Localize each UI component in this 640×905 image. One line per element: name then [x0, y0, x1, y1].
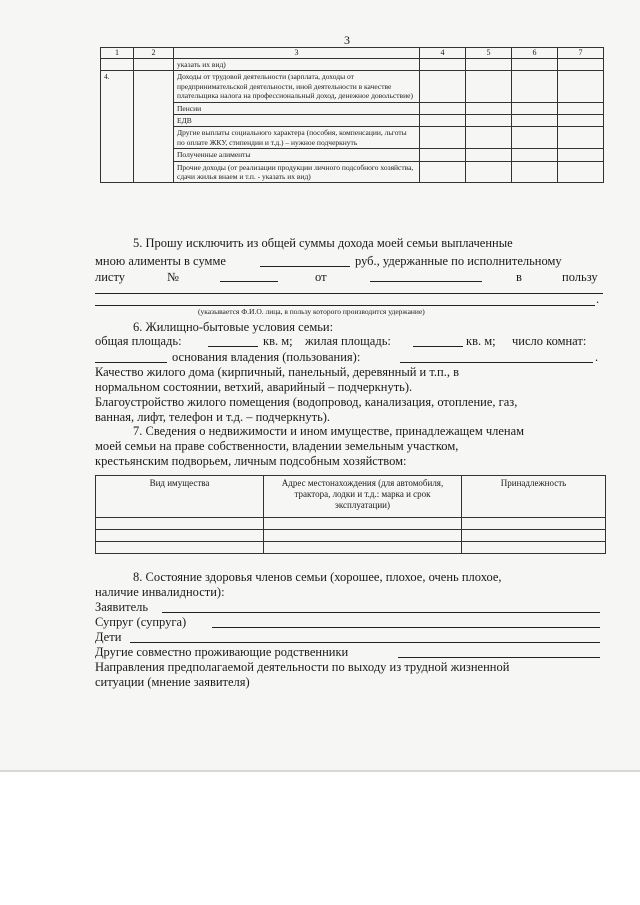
section5-line1: 5. Прошу исключить из общей суммы дохода моей семьи выплаченные — [133, 236, 513, 250]
section7-line1: 7. Сведения о недвижимости и ином имуществе, принадлежащем членам — [133, 424, 525, 438]
children-label: Дети — [95, 630, 122, 644]
total-area-unit: кв. м; — [263, 334, 293, 348]
table-cell: Пенсии — [174, 102, 420, 114]
table-cell: Доходы от трудовой деятельности (зарплата, доходы от предпринимательской деятельности, иной деятельности в качестве плательщика налога на профессиональный доход, денежное довольствие) — [174, 71, 420, 102]
table-row — [101, 161, 604, 183]
section5-number-sign: № — [167, 270, 179, 284]
section7-line3: крестьянским подворьем, личным подсобным хозяйством: — [95, 454, 407, 468]
table-cell: указать их вид) — [174, 59, 420, 71]
living-area-unit: кв. м; — [466, 334, 496, 348]
section5-in-label: в — [516, 270, 522, 284]
row-number: 4. — [101, 71, 134, 183]
income-table-header — [101, 48, 604, 59]
beneficiary-field-line2[interactable] — [95, 305, 595, 306]
property-table — [95, 475, 606, 554]
col-header: 4 — [420, 48, 466, 59]
alimony-amount-field[interactable] — [260, 266, 350, 267]
writ-number-field[interactable] — [220, 281, 278, 282]
col-header: 2 — [134, 48, 174, 59]
children-health-field[interactable] — [130, 642, 600, 643]
table-row — [101, 102, 604, 114]
section8-line2: наличие инвалидности): — [95, 585, 225, 599]
section7-line2: моей семьи на праве собственности, владении земельным участком, — [95, 439, 459, 453]
table-cell: ЕДВ — [174, 115, 420, 127]
ownership-basis-field[interactable] — [400, 362, 593, 363]
section5-from-label: от — [315, 270, 327, 284]
property-table-header — [96, 476, 606, 518]
relatives-label: Другие совместно проживающие родственники — [95, 645, 349, 659]
direction-line2: ситуации (мнение заявителя) — [95, 675, 250, 689]
total-area-label: общая площадь: — [95, 334, 182, 348]
col-header: 1 — [101, 48, 134, 59]
applicant-label: Заявитель — [95, 600, 149, 614]
col-header: 5 — [466, 48, 512, 59]
col-header: 6 — [512, 48, 558, 59]
spouse-health-field[interactable] — [212, 627, 600, 628]
section5-favor-label: пользу — [562, 270, 598, 284]
page-number: 3 — [344, 33, 350, 47]
applicant-health-field[interactable] — [162, 612, 600, 613]
table-row — [101, 71, 604, 102]
direction-line1: Направления предполагаемой деятельности по выходу из трудной жизненной — [95, 660, 510, 674]
table-row[interactable] — [96, 542, 606, 554]
rooms-field[interactable] — [95, 362, 167, 363]
table-row[interactable] — [96, 530, 606, 542]
house-quality-line1: Качество жилого дома (кирпичный, панельный, деревянный и т.п., в — [95, 365, 459, 379]
col-header: Вид имущества — [96, 476, 264, 518]
page-edge — [0, 770, 640, 772]
amenities-line1: Благоустройство жилого помещения (водопровод, канализация, отопление, газ, — [95, 395, 518, 409]
beneficiary-note: (указывается Ф.И.О. лица, в пользу которого производится удержание) — [198, 307, 425, 316]
income-table — [100, 47, 604, 183]
section8-line1: 8. Состояние здоровья членов семьи (хорошее, плохое, очень плохое, — [133, 570, 502, 584]
section6-period: . — [595, 350, 599, 364]
section6-title: 6. Жилищно-бытовые условия семьи: — [133, 320, 334, 334]
col-header: Адрес местонахождения (для автомобиля, трактора, лодки и т.д.: марка и срок эксплуатации) — [264, 476, 462, 518]
section5-period: . — [596, 292, 600, 306]
section5-line2-start: мною алименты в сумме — [95, 254, 226, 268]
relatives-health-field[interactable] — [398, 657, 600, 658]
section5-list-label: листу — [95, 270, 126, 284]
col-header: 3 — [174, 48, 420, 59]
table-row — [101, 149, 604, 161]
total-area-field[interactable] — [208, 346, 258, 347]
col-header: Принадлежность — [462, 476, 606, 518]
table-cell: Прочие доходы (от реализации продукции личного подсобного хозяйства, сдачи жилья внаем и т.п. - указать их вид) — [174, 161, 420, 183]
table-row — [101, 59, 604, 71]
table-cell: Полученные алименты — [174, 149, 420, 161]
table-row — [101, 127, 604, 149]
ownership-basis-label: основания владения (пользования): — [172, 350, 361, 364]
section5-line2-end: руб., удержанные по исполнительному — [355, 254, 562, 268]
living-area-label: жилая площадь: — [305, 334, 391, 348]
beneficiary-field-line1[interactable] — [95, 293, 603, 294]
writ-date-field[interactable] — [370, 281, 482, 282]
col-header: 7 — [558, 48, 604, 59]
house-quality-line2: нормальном состоянии, ветхий, аварийный – подчеркнуть). — [95, 380, 413, 394]
rooms-label: число комнат: — [512, 334, 587, 348]
table-row — [101, 115, 604, 127]
spouse-label: Супруг (супруга) — [95, 615, 187, 629]
table-row[interactable] — [96, 518, 606, 530]
table-cell: Другие выплаты социального характера (пособия, компенсации, льготы по оплате ЖКУ, стипендии и т.д.) – нужное подчеркнуть — [174, 127, 420, 149]
amenities-line2: ванная, лифт, телефон и т.д. – подчеркнуть). — [95, 410, 331, 424]
living-area-field[interactable] — [413, 346, 463, 347]
